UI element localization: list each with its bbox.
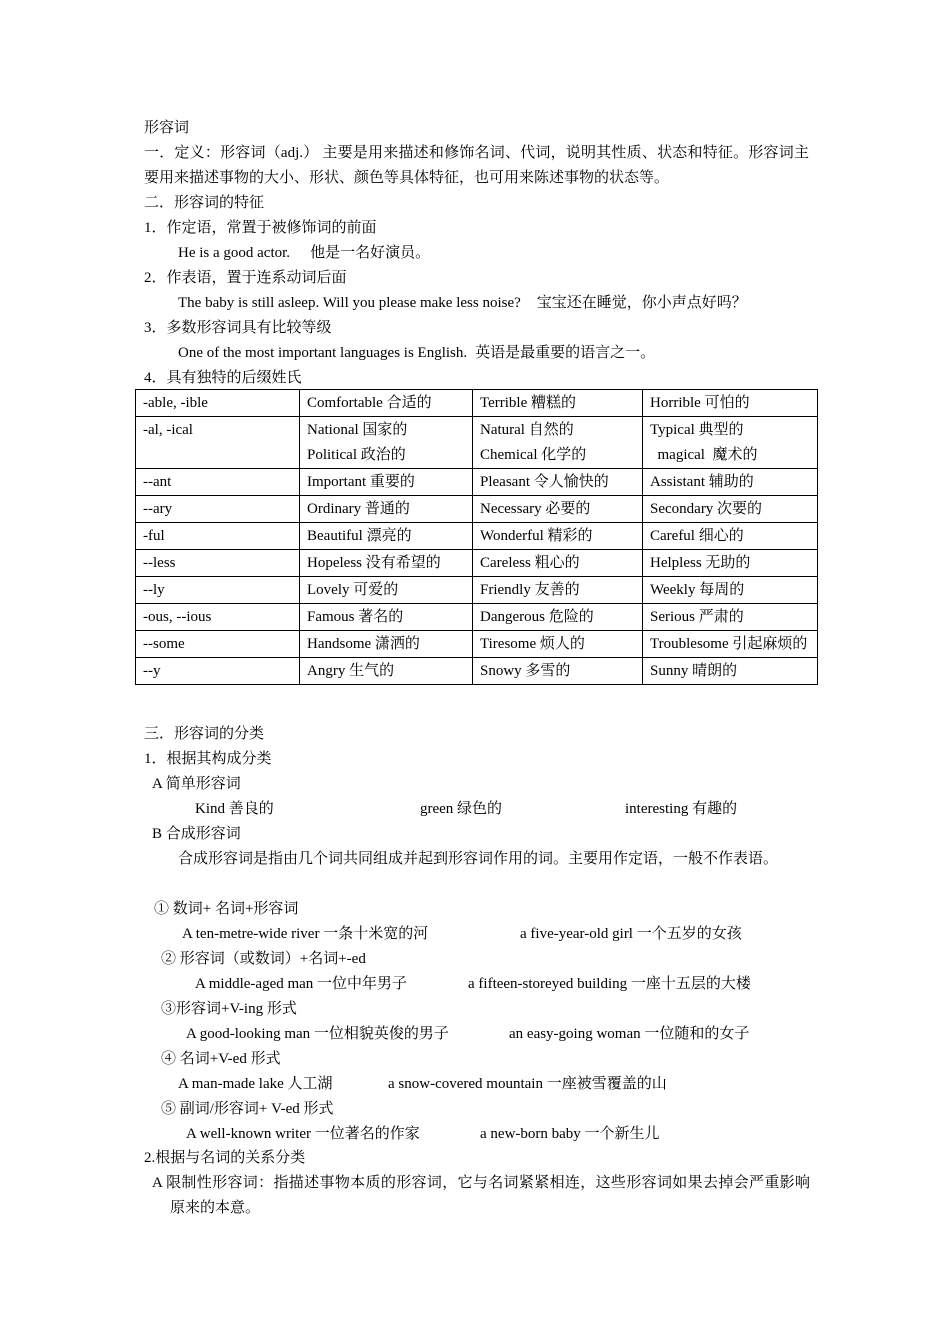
- example-cell: Ordinary 普通的: [300, 496, 473, 523]
- feature-1-label: 1．作定语，常置于被修饰词的前面: [144, 220, 377, 236]
- example-cell: Snowy 多雪的: [473, 658, 643, 685]
- example-word: Natural 自然的: [480, 422, 574, 438]
- definition-paragraph: 一．定义：形容词（adj.） 主要是用来描述和修饰名词、代词，说明其性质、状态和特征。形容词主要用来描述事物的大小、形状、颜色等具体特征，也可用来陈述事物的状态等。: [144, 145, 809, 186]
- example-cell: Wonderful 精彩的: [473, 523, 643, 550]
- example-word: Political 政治的: [307, 447, 406, 463]
- simple-adj-example-1: Kind 善良的: [195, 801, 274, 817]
- table-row: [136, 631, 818, 658]
- pattern-1-example-2: a five-year-old girl 一个五岁的女孩: [520, 926, 742, 942]
- suffix-cell: -al, -ical: [136, 417, 300, 469]
- pattern-1-label: ① 数词+ 名词+形容词: [154, 901, 299, 917]
- example-cell: Comfortable 合适的: [300, 390, 473, 417]
- feature-3-example: [178, 341, 655, 366]
- restrictive-adj-desc: A 限制性形容词：指描述事物本质的形容词，它与名词紧紧相连，这些形容词如果去掉会严重影响原来的本意。: [152, 1175, 810, 1216]
- simple-adj-example-2: green 绿色的: [420, 801, 503, 817]
- example-cell: Careful 细心的: [643, 523, 818, 550]
- example-word: National 国家的: [307, 422, 408, 438]
- example-word: Typical 典型的: [650, 422, 744, 438]
- example-cell: Famous 著名的: [300, 604, 473, 631]
- compound-adj-desc: 合成形容词是指由几个词共同组成并起到形容词作用的词。主要用作定语，一般不作表语。: [178, 851, 779, 867]
- table-row: [136, 577, 818, 604]
- example-cell: Handsome 潇洒的: [300, 631, 473, 658]
- suffix-cell: --ary: [136, 496, 300, 523]
- compound-adj-label: B 合成形容词: [152, 826, 241, 842]
- example-cell: Secondary 次要的: [643, 496, 818, 523]
- feature-4-label: 4．具有独特的后缀姓氏: [144, 370, 302, 386]
- suffix-cell: --some: [136, 631, 300, 658]
- example-cell: [643, 417, 818, 469]
- suffix-cell: --y: [136, 658, 300, 685]
- example-cell: Careless 粗心的: [473, 550, 643, 577]
- example-cell: Pleasant 令人愉快的: [473, 469, 643, 496]
- table-row: [136, 417, 818, 469]
- pattern-3-label: ③形容词+V-ing 形式: [161, 1001, 297, 1017]
- classification-sub-1: 1．根据其构成分类: [144, 751, 272, 767]
- example-cell: [473, 417, 643, 469]
- example-cell: Assistant 辅助的: [643, 469, 818, 496]
- feature-1-example-zh: 他是一名好演员。: [310, 245, 431, 261]
- suffix-cell: --less: [136, 550, 300, 577]
- example-word: magical 魔术的: [650, 447, 758, 463]
- example-cell: Terrible 糟糕的: [473, 390, 643, 417]
- example-cell: Serious 严肃的: [643, 604, 818, 631]
- table-row: [136, 523, 818, 550]
- pattern-4-example-1: A man-made lake 人工湖: [178, 1076, 333, 1092]
- pattern-5-label: ⑤ 副词/形容词+ V-ed 形式: [161, 1101, 334, 1117]
- suffix-cell: -able, -ible: [136, 390, 300, 417]
- pattern-4-label: ④ 名词+V-ed 形式: [161, 1051, 281, 1067]
- table-row: [136, 604, 818, 631]
- feature-2-example: [178, 291, 747, 316]
- suffix-table: [135, 389, 818, 685]
- example-cell: Sunny 晴朗的: [643, 658, 818, 685]
- suffix-cell: --ant: [136, 469, 300, 496]
- example-cell: Beautiful 漂亮的: [300, 523, 473, 550]
- example-cell: Friendly 友善的: [473, 577, 643, 604]
- classification-sub-2: 2.根据与名词的关系分类: [144, 1150, 306, 1166]
- pattern-2-label: ② 形容词（或数词）+名词+-ed: [161, 951, 366, 967]
- table-row: [136, 469, 818, 496]
- table-row: [136, 496, 818, 523]
- simple-adj-label: A 简单形容词: [152, 776, 241, 792]
- feature-2-label: 2．作表语，置于连系动词后面: [144, 270, 347, 286]
- pattern-5-example-2: a new-born baby 一个新生儿: [480, 1126, 660, 1142]
- example-cell: Troublesome 引起麻烦的: [643, 631, 818, 658]
- example-cell: Tiresome 烦人的: [473, 631, 643, 658]
- feature-2-example-en: The baby is still asleep. Will you please make less noise?: [178, 295, 521, 311]
- simple-adj-example-3: interesting 有趣的: [625, 801, 738, 817]
- pattern-5-example-1: A well-known writer 一位著名的作家: [186, 1126, 420, 1142]
- pattern-2-example-1: A middle-aged man 一位中年男子: [195, 976, 408, 992]
- suffix-cell: --ly: [136, 577, 300, 604]
- table-row: [136, 658, 818, 685]
- example-cell: Helpless 无助的: [643, 550, 818, 577]
- table-row: [136, 550, 818, 577]
- suffix-cell: -ous, --ious: [136, 604, 300, 631]
- doc-title: 形容词: [144, 120, 190, 136]
- example-cell: Dangerous 危险的: [473, 604, 643, 631]
- example-cell: Important 重要的: [300, 469, 473, 496]
- feature-1-example-en: He is a good actor.: [178, 245, 291, 261]
- example-cell: Weekly 每周的: [643, 577, 818, 604]
- example-cell: Hopeless 没有希望的: [300, 550, 473, 577]
- pattern-3-example-1: A good-looking man 一位相貌英俊的男子: [186, 1026, 449, 1042]
- feature-3-example-en: One of the most important languages is English.: [178, 345, 468, 361]
- suffix-cell: -ful: [136, 523, 300, 550]
- example-cell: Necessary 必要的: [473, 496, 643, 523]
- classification-heading: 三．形容词的分类: [144, 726, 265, 742]
- pattern-1-example-1: A ten-metre-wide river 一条十米宽的河: [182, 926, 429, 942]
- pattern-2-example-2: a fifteen-storeyed building 一座十五层的大楼: [468, 976, 751, 992]
- pattern-3-example-2: an easy-going woman 一位随和的女子: [509, 1026, 750, 1042]
- example-cell: Lovely 可爱的: [300, 577, 473, 604]
- features-heading: 二．形容词的特征: [144, 195, 265, 211]
- table-row: [136, 390, 818, 417]
- example-cell: [300, 417, 473, 469]
- example-cell: Angry 生气的: [300, 658, 473, 685]
- feature-3-label: 3．多数形容词具有比较等级: [144, 320, 332, 336]
- example-cell: Horrible 可怕的: [643, 390, 818, 417]
- feature-2-example-zh: 宝宝还在睡觉，你小声点好吗？: [536, 295, 747, 311]
- pattern-4-example-2: a snow-covered mountain 一座被雪覆盖的山: [388, 1076, 667, 1092]
- example-word: Chemical 化学的: [480, 447, 587, 463]
- feature-3-example-zh: 英语是最重要的语言之一。: [475, 345, 656, 361]
- feature-1-example: [178, 241, 430, 266]
